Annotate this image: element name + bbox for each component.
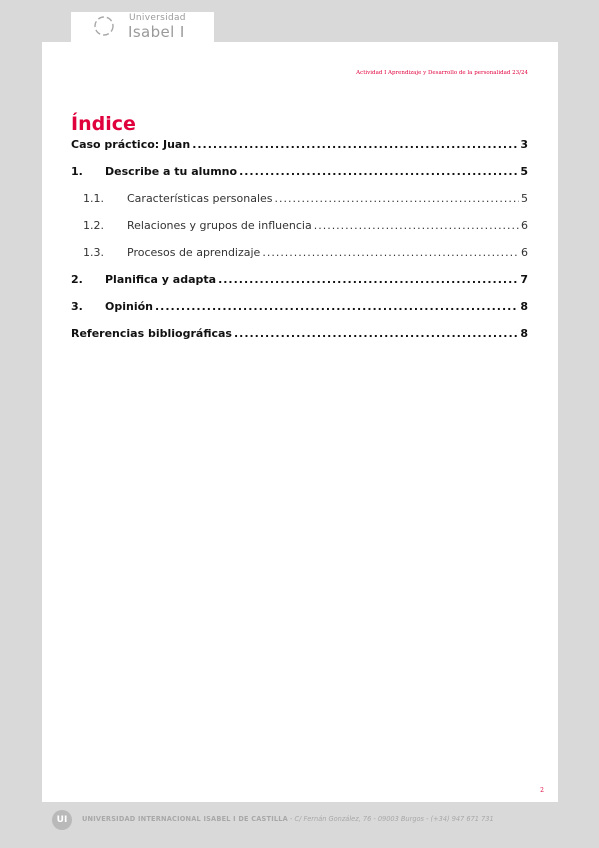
toc-entry-page: 7 [520, 273, 528, 286]
footer-institution: UNIVERSIDAD INTERNACIONAL ISABEL I DE CASTILLA [82, 815, 288, 823]
toc-entry-label: Planifica y adapta [105, 273, 217, 286]
toc-entry[interactable] [71, 300, 528, 316]
toc-entry-label: Procesos de aprendizaje [127, 246, 261, 259]
toc-entry-number: 2. [71, 273, 83, 286]
toc-entry-page: 8 [520, 300, 528, 313]
toc-leader-dots [262, 246, 519, 259]
toc-leader-dots [234, 327, 518, 340]
toc-leader-dots [155, 300, 518, 313]
toc-entry-number: 3. [71, 300, 83, 313]
toc-leader-dots [314, 219, 519, 232]
footer-text [82, 815, 494, 823]
toc-leader-dots [218, 273, 518, 286]
toc-entry[interactable] [71, 273, 528, 289]
toc-entry-number: 1. [71, 165, 83, 178]
toc-title: Índice [71, 113, 136, 135]
toc-entry-number: 1.2. [83, 219, 104, 232]
toc-entry-label: Relaciones y grupos de influencia [127, 219, 312, 232]
toc-entry[interactable] [83, 192, 528, 208]
toc-entry-page: 8 [520, 327, 528, 340]
logo-main-text: Isabel I [128, 23, 185, 41]
toc-entry[interactable] [71, 138, 528, 154]
toc-entry[interactable] [71, 327, 528, 343]
toc-entry-label: Caso práctico: Juan [71, 138, 191, 151]
toc-entry[interactable] [83, 246, 528, 262]
toc-entry-page: 3 [520, 138, 528, 151]
toc-entry-number: 1.3. [83, 246, 104, 259]
logo-top-text: Universidad [129, 13, 186, 23]
toc-entry[interactable] [83, 219, 528, 235]
toc-entry-page: 5 [520, 165, 528, 178]
toc-entry-label: Referencias bibliográficas [71, 327, 232, 340]
toc-entry-label: Características personales [127, 192, 273, 205]
running-header: Actividad I Aprendizaje y Desarrollo de la personalidad 23/24 [356, 70, 528, 76]
footer-separator: - [287, 815, 295, 823]
toc-entry-label: Describe a tu alumno [105, 165, 238, 178]
footer-address: C/ Fernán González, 76 - 09003 Burgos - (+34) 947 671 731 [294, 815, 494, 823]
toc-leader-dots [239, 165, 518, 178]
toc-leader-dots [192, 138, 518, 151]
toc-entry-number: 1.1. [83, 192, 104, 205]
footer-logo-icon: UI [52, 810, 72, 830]
toc-entry-page: 5 [521, 192, 528, 205]
university-logo [71, 12, 214, 42]
toc-leader-dots [275, 192, 519, 205]
document-page [42, 42, 558, 802]
page-footer [42, 808, 558, 830]
toc-entry-label: Opinión [105, 300, 153, 313]
toc-entry-page: 6 [521, 246, 528, 259]
logo-emblem-icon [93, 15, 115, 37]
toc-entry[interactable] [71, 165, 528, 181]
page-number: 2 [540, 787, 544, 794]
toc-entry-page: 6 [521, 219, 528, 232]
